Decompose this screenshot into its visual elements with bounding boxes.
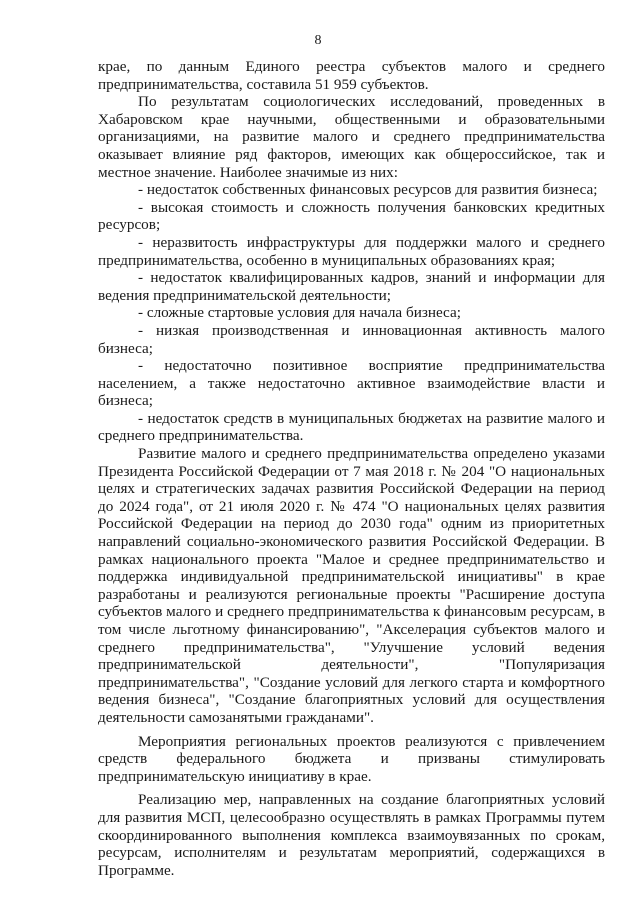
list-item: - недостаток квалифицированных кадров, знаний и информации для ведения предпринимательской деятельности; bbox=[98, 269, 605, 304]
paragraph: крае, по данным Единого реестра субъектов малого и среднего предпринимательства, составила 51 959 субъектов. bbox=[98, 58, 605, 93]
paragraph: Реализацию мер, направленных на создание благоприятных условий для развития МСП, целесообразно осуществлять в рамках Программы путем скоординированного выполнения комплекса взаимоувязанных по срокам, ресурсам, исполнителям и результатам мероприятий, содержащихся в Программе. bbox=[98, 791, 605, 879]
list-item: - недостаток средств в муниципальных бюджетах на развитие малого и среднего предпринимательства. bbox=[98, 409, 605, 445]
list-item: - недостаток собственных финансовых ресурсов для развития бизнеса; bbox=[138, 181, 598, 199]
list-item: - высокая стоимость и сложность получения банковских кредитных ресурсов; bbox=[98, 198, 605, 234]
list-item: - недостаточно позитивное восприятие предпринимательства населением, а также недостаточно активное взаимодействие власти и бизнеса; bbox=[98, 357, 605, 410]
list-item: - сложные стартовые условия для начала бизнеса; bbox=[138, 304, 461, 322]
list-item: - низкая производственная и инновационная активность малого бизнеса; bbox=[98, 321, 605, 357]
list-item: - неразвитость инфраструктуры для поддержки малого и среднего предпринимательства, особенно в муниципальных образованиях края; bbox=[98, 233, 605, 269]
page-number: 8 bbox=[314, 33, 322, 48]
paragraph: Развитие малого и среднего предпринимательства определено указами Президента Российской Федерации от 7 мая 2018 г. № 204 "О национальных целях и стратегических задачах развития Российской Федерации на период до 2024 года", от 21 июля 2020 г. № 474 "О национальных целях развития Российской Федерации на период до 2030 года" одним из приоритетных направлений социально-экономического развития Российской Федерации. В рамках национального проекта "Малое и среднее предпринимательство и поддержка индивидуальной предпринимательской инициативы" в крае разработаны и реализуются региональные проекты "Расширение доступа субъектов малого и среднего предпринимательства к финансовым ресурсам, в том числе льготному финансированию", "Акселерация субъектов малого и среднего предпринимательства", "Улучшение условий ведения предпринимательской деятельности", "Популяризация предпринимательства", "Создание условий для легкого старта и комфортного ведения бизнеса", "Создание благоприятных условий для осуществления деятельности самозанятыми гражданами". bbox=[98, 445, 605, 726]
paragraph: По результатам социологических исследований, проведенных в Хабаровском крае научными, общественными и образовательными организациями, на развитие малого и среднего предпринимательства оказывает влияние ряд факторов, имеющих как общероссийское, так и местное значение. Наиболее значимые из них: bbox=[98, 93, 605, 181]
document-body bbox=[98, 58, 605, 879]
paragraph: Мероприятия региональных проектов реализуются с привлечением средств федерального бюджета и призваны стимулировать предпринимательскую инициативу в крае. bbox=[98, 732, 605, 785]
